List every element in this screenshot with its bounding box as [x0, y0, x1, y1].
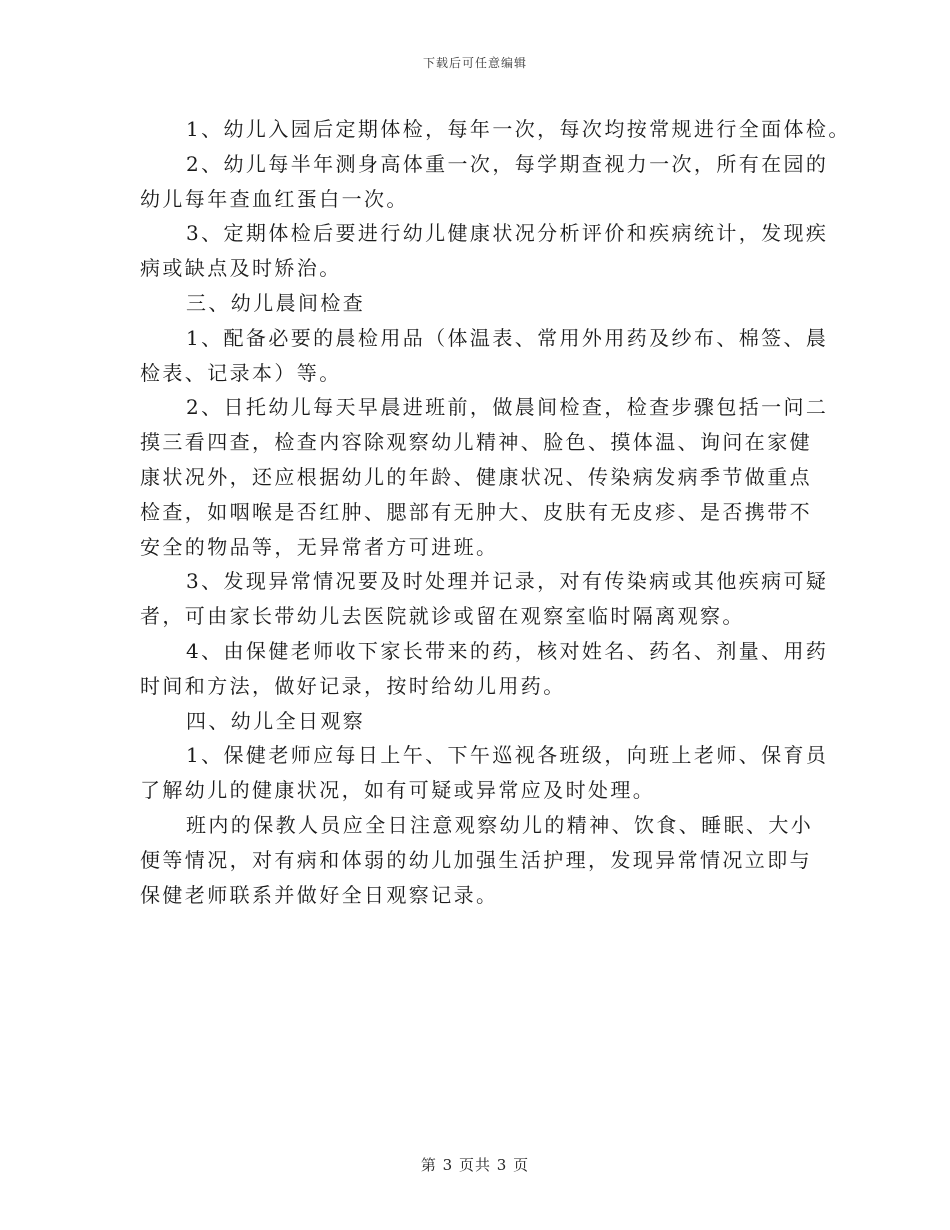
document-body — [140, 112, 851, 912]
paragraph — [140, 738, 829, 808]
text-line: 者，可由家长带幼儿去医院就诊或留在观察室临时隔离观察。 — [140, 604, 745, 629]
text-line: 3、定期体检后要进行幼儿健康状况分析评价和疾病统计，发现疾 — [186, 221, 829, 246]
text-line: 4、由保健老师收下家长带来的药，核对姓名、药名、剂量、用药 — [186, 638, 829, 663]
text-line: 病或缺点及时矫治。 — [140, 256, 342, 281]
page-number-footer: 第 3 页共 3 页 — [420, 1156, 530, 1174]
paragraph — [140, 634, 829, 704]
text-line: 1、保健老师应每日上午、下午巡视各班级，向班上老师、保育员 — [186, 743, 829, 768]
text-line: 四、幼儿全日观察 — [186, 708, 366, 733]
section-heading — [140, 704, 820, 739]
paragraph — [140, 390, 829, 564]
text-line: 1、配备必要的晨检用品（体温表、常用外用药及纱布、棉签、晨 — [186, 325, 829, 350]
text-line: 检表、记录本）等。 — [140, 360, 342, 385]
paragraph — [140, 808, 820, 912]
text-line: 3、发现异常情况要及时处理并记录，对有传染病或其他疾病可疑 — [186, 569, 829, 594]
text-line: 2、日托幼儿每天早晨进班前，做晨间检查，检查步骤包括一问二 — [186, 395, 829, 420]
text-line: 便等情况，对有病和体弱的幼儿加强生活护理，发现异常情况立即与 — [140, 847, 812, 872]
paragraph — [140, 564, 829, 634]
text-line: 班内的保教人员应全日注意观察幼儿的精神、饮食、睡眠、大小 — [186, 812, 814, 837]
text-line: 安全的物品等，无异常者方可进班。 — [140, 534, 499, 559]
paragraph — [140, 321, 829, 391]
paragraph — [140, 112, 851, 147]
text-line: 时间和方法，做好记录，按时给幼儿用药。 — [140, 673, 566, 698]
text-line: 康状况外，还应根据幼儿的年龄、健康状况、传染病发病季节做重点 — [140, 464, 812, 489]
text-line: 了解幼儿的健康状况，如有可疑或异常应及时处理。 — [140, 778, 656, 803]
text-line: 检查，如咽喉是否红肿、腮部有无肿大、皮肤有无皮疹、是否携带不 — [140, 499, 812, 524]
section-heading — [140, 286, 820, 321]
page-header: 下载后可任意编辑 — [422, 56, 527, 70]
paragraph — [140, 216, 829, 286]
text-line: 1、幼儿入园后定期体检，每年一次，每次均按常规进行全面体检。 — [186, 117, 851, 141]
paragraph — [140, 147, 829, 217]
text-line: 2、幼儿每半年测身高体重一次，每学期查视力一次，所有在园的 — [186, 151, 829, 176]
text-line: 保健老师联系并做好全日观察记录。 — [140, 882, 499, 907]
text-line: 幼儿每年查血红蛋白一次。 — [140, 186, 409, 211]
text-line: 摸三看四查，检查内容除观察幼儿精神、脸色、摸体温、询问在家健 — [140, 430, 812, 455]
text-line: 三、幼儿晨间检查 — [186, 290, 366, 315]
